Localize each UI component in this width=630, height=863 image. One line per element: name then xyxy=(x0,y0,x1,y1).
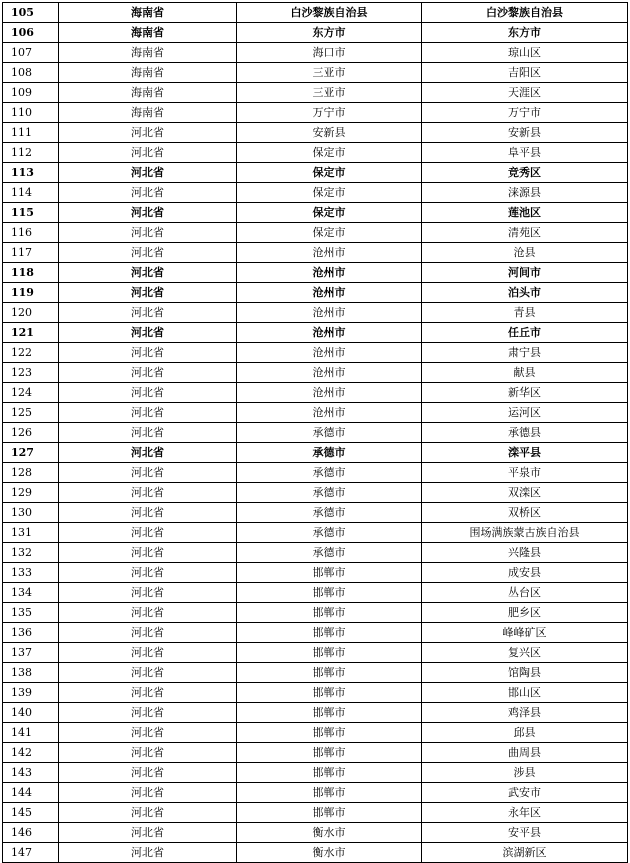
table-row xyxy=(3,123,628,143)
row-number: 105 xyxy=(3,3,59,23)
province-cell: 河北省 xyxy=(59,483,237,503)
row-number: 122 xyxy=(3,343,59,363)
city-cell: 沧州市 xyxy=(237,303,422,323)
city-cell: 邯郸市 xyxy=(237,703,422,723)
row-number: 133 xyxy=(3,563,59,583)
row-number: 125 xyxy=(3,403,59,423)
row-number: 114 xyxy=(3,183,59,203)
county-cell: 双滦区 xyxy=(422,483,628,503)
province-cell: 河北省 xyxy=(59,823,237,843)
county-cell: 永年区 xyxy=(422,803,628,823)
row-number: 126 xyxy=(3,423,59,443)
city-cell: 承德市 xyxy=(237,523,422,543)
city-cell: 沧州市 xyxy=(237,283,422,303)
row-number: 119 xyxy=(3,283,59,303)
city-cell: 衡水市 xyxy=(237,843,422,863)
row-number: 140 xyxy=(3,703,59,723)
table-row xyxy=(3,383,628,403)
county-cell: 双桥区 xyxy=(422,503,628,523)
table-row xyxy=(3,303,628,323)
city-cell: 保定市 xyxy=(237,183,422,203)
table-row xyxy=(3,823,628,843)
city-cell: 万宁市 xyxy=(237,103,422,123)
province-cell: 河北省 xyxy=(59,603,237,623)
table-row xyxy=(3,763,628,783)
row-number: 129 xyxy=(3,483,59,503)
row-number: 127 xyxy=(3,443,59,463)
table-row xyxy=(3,343,628,363)
county-cell: 清苑区 xyxy=(422,223,628,243)
table-row xyxy=(3,203,628,223)
city-cell: 邯郸市 xyxy=(237,583,422,603)
city-cell: 邯郸市 xyxy=(237,643,422,663)
table-row xyxy=(3,323,628,343)
row-number: 142 xyxy=(3,743,59,763)
county-cell: 运河区 xyxy=(422,403,628,423)
county-cell: 献县 xyxy=(422,363,628,383)
city-cell: 三亚市 xyxy=(237,63,422,83)
province-cell: 河北省 xyxy=(59,123,237,143)
county-cell: 曲周县 xyxy=(422,743,628,763)
table-row xyxy=(3,743,628,763)
table-row xyxy=(3,843,628,863)
table-row xyxy=(3,83,628,103)
province-cell: 河北省 xyxy=(59,643,237,663)
province-cell: 河北省 xyxy=(59,243,237,263)
city-cell: 保定市 xyxy=(237,203,422,223)
city-cell: 邯郸市 xyxy=(237,683,422,703)
city-cell: 海口市 xyxy=(237,43,422,63)
city-cell: 邯郸市 xyxy=(237,803,422,823)
city-cell: 邯郸市 xyxy=(237,783,422,803)
county-cell: 武安市 xyxy=(422,783,628,803)
province-cell: 河北省 xyxy=(59,263,237,283)
table-row xyxy=(3,23,628,43)
province-cell: 河北省 xyxy=(59,523,237,543)
county-cell: 吉阳区 xyxy=(422,63,628,83)
county-cell: 鸡泽县 xyxy=(422,703,628,723)
city-cell: 保定市 xyxy=(237,223,422,243)
table-row xyxy=(3,143,628,163)
county-cell: 围场满族蒙古族自治县 xyxy=(422,523,628,543)
table-row xyxy=(3,623,628,643)
city-cell: 邯郸市 xyxy=(237,563,422,583)
province-cell: 河北省 xyxy=(59,843,237,863)
province-cell: 河北省 xyxy=(59,323,237,343)
row-number: 139 xyxy=(3,683,59,703)
county-cell: 邯山区 xyxy=(422,683,628,703)
city-cell: 衡水市 xyxy=(237,823,422,843)
table-row xyxy=(3,243,628,263)
county-cell: 莲池区 xyxy=(422,203,628,223)
city-cell: 邯郸市 xyxy=(237,763,422,783)
province-cell: 河北省 xyxy=(59,203,237,223)
table-row xyxy=(3,703,628,723)
county-cell: 新华区 xyxy=(422,383,628,403)
province-cell: 河北省 xyxy=(59,463,237,483)
row-number: 121 xyxy=(3,323,59,343)
province-cell: 海南省 xyxy=(59,63,237,83)
province-cell: 河北省 xyxy=(59,803,237,823)
table-row xyxy=(3,463,628,483)
province-cell: 海南省 xyxy=(59,3,237,23)
city-cell: 承德市 xyxy=(237,463,422,483)
row-number: 143 xyxy=(3,763,59,783)
province-cell: 河北省 xyxy=(59,443,237,463)
county-cell: 河间市 xyxy=(422,263,628,283)
city-cell: 承德市 xyxy=(237,423,422,443)
province-cell: 海南省 xyxy=(59,103,237,123)
province-cell: 河北省 xyxy=(59,763,237,783)
row-number: 116 xyxy=(3,223,59,243)
city-cell: 东方市 xyxy=(237,23,422,43)
row-number: 131 xyxy=(3,523,59,543)
table-row xyxy=(3,103,628,123)
table-row xyxy=(3,783,628,803)
row-number: 146 xyxy=(3,823,59,843)
row-number: 138 xyxy=(3,663,59,683)
row-number: 145 xyxy=(3,803,59,823)
county-cell: 肥乡区 xyxy=(422,603,628,623)
city-cell: 沧州市 xyxy=(237,243,422,263)
province-cell: 河北省 xyxy=(59,383,237,403)
county-cell: 沧县 xyxy=(422,243,628,263)
row-number: 136 xyxy=(3,623,59,643)
county-cell: 滨湖新区 xyxy=(422,843,628,863)
table-row xyxy=(3,443,628,463)
row-number: 110 xyxy=(3,103,59,123)
province-cell: 河北省 xyxy=(59,223,237,243)
table-row xyxy=(3,723,628,743)
row-number: 132 xyxy=(3,543,59,563)
row-number: 108 xyxy=(3,63,59,83)
row-number: 120 xyxy=(3,303,59,323)
table-row xyxy=(3,503,628,523)
province-cell: 河北省 xyxy=(59,163,237,183)
county-cell: 青县 xyxy=(422,303,628,323)
table-body xyxy=(3,3,628,863)
table-row xyxy=(3,423,628,443)
city-cell: 承德市 xyxy=(237,443,422,463)
city-cell: 邯郸市 xyxy=(237,743,422,763)
province-cell: 海南省 xyxy=(59,43,237,63)
province-cell: 河北省 xyxy=(59,783,237,803)
region-table xyxy=(2,2,628,863)
county-cell: 成安县 xyxy=(422,563,628,583)
county-cell: 竞秀区 xyxy=(422,163,628,183)
county-cell: 涞源县 xyxy=(422,183,628,203)
table-row xyxy=(3,223,628,243)
row-number: 130 xyxy=(3,503,59,523)
county-cell: 安平县 xyxy=(422,823,628,843)
province-cell: 河北省 xyxy=(59,283,237,303)
table-row xyxy=(3,523,628,543)
table-row xyxy=(3,683,628,703)
row-number: 113 xyxy=(3,163,59,183)
table-row xyxy=(3,563,628,583)
province-cell: 河北省 xyxy=(59,143,237,163)
province-cell: 河北省 xyxy=(59,703,237,723)
table-row xyxy=(3,3,628,23)
city-cell: 沧州市 xyxy=(237,263,422,283)
row-number: 112 xyxy=(3,143,59,163)
table-row xyxy=(3,263,628,283)
county-cell: 琼山区 xyxy=(422,43,628,63)
table-row xyxy=(3,183,628,203)
province-cell: 河北省 xyxy=(59,403,237,423)
province-cell: 河北省 xyxy=(59,583,237,603)
row-number: 118 xyxy=(3,263,59,283)
province-cell: 河北省 xyxy=(59,723,237,743)
county-cell: 天涯区 xyxy=(422,83,628,103)
city-cell: 保定市 xyxy=(237,143,422,163)
city-cell: 沧州市 xyxy=(237,403,422,423)
table-row xyxy=(3,803,628,823)
row-number: 106 xyxy=(3,23,59,43)
county-cell: 邱县 xyxy=(422,723,628,743)
county-cell: 承德县 xyxy=(422,423,628,443)
row-number: 128 xyxy=(3,463,59,483)
county-cell: 东方市 xyxy=(422,23,628,43)
province-cell: 河北省 xyxy=(59,543,237,563)
province-cell: 河北省 xyxy=(59,663,237,683)
province-cell: 河北省 xyxy=(59,343,237,363)
city-cell: 邯郸市 xyxy=(237,663,422,683)
table-row xyxy=(3,663,628,683)
table-row xyxy=(3,483,628,503)
row-number: 117 xyxy=(3,243,59,263)
county-cell: 丛台区 xyxy=(422,583,628,603)
row-number: 147 xyxy=(3,843,59,863)
province-cell: 海南省 xyxy=(59,83,237,103)
county-cell: 泊头市 xyxy=(422,283,628,303)
city-cell: 三亚市 xyxy=(237,83,422,103)
row-number: 107 xyxy=(3,43,59,63)
row-number: 111 xyxy=(3,123,59,143)
row-number: 123 xyxy=(3,363,59,383)
city-cell: 白沙黎族自治县 xyxy=(237,3,422,23)
province-cell: 河北省 xyxy=(59,423,237,443)
city-cell: 保定市 xyxy=(237,163,422,183)
table-row xyxy=(3,583,628,603)
county-cell: 涉县 xyxy=(422,763,628,783)
province-cell: 河北省 xyxy=(59,683,237,703)
city-cell: 邯郸市 xyxy=(237,603,422,623)
table-row xyxy=(3,163,628,183)
row-number: 109 xyxy=(3,83,59,103)
table-row xyxy=(3,603,628,623)
table-row xyxy=(3,43,628,63)
row-number: 144 xyxy=(3,783,59,803)
province-cell: 河北省 xyxy=(59,623,237,643)
row-number: 141 xyxy=(3,723,59,743)
county-cell: 肃宁县 xyxy=(422,343,628,363)
county-cell: 任丘市 xyxy=(422,323,628,343)
province-cell: 河北省 xyxy=(59,743,237,763)
table-row xyxy=(3,283,628,303)
row-number: 134 xyxy=(3,583,59,603)
province-cell: 河北省 xyxy=(59,503,237,523)
city-cell: 邯郸市 xyxy=(237,623,422,643)
county-cell: 阜平县 xyxy=(422,143,628,163)
table-row xyxy=(3,543,628,563)
city-cell: 安新县 xyxy=(237,123,422,143)
city-cell: 承德市 xyxy=(237,503,422,523)
city-cell: 沧州市 xyxy=(237,323,422,343)
row-number: 137 xyxy=(3,643,59,663)
province-cell: 河北省 xyxy=(59,303,237,323)
province-cell: 河北省 xyxy=(59,183,237,203)
table-row xyxy=(3,643,628,663)
county-cell: 复兴区 xyxy=(422,643,628,663)
county-cell: 平泉市 xyxy=(422,463,628,483)
county-cell: 兴隆县 xyxy=(422,543,628,563)
table-row xyxy=(3,403,628,423)
city-cell: 沧州市 xyxy=(237,363,422,383)
county-cell: 安新县 xyxy=(422,123,628,143)
city-cell: 承德市 xyxy=(237,483,422,503)
row-number: 135 xyxy=(3,603,59,623)
city-cell: 邯郸市 xyxy=(237,723,422,743)
table-row xyxy=(3,363,628,383)
row-number: 124 xyxy=(3,383,59,403)
province-cell: 河北省 xyxy=(59,363,237,383)
county-cell: 滦平县 xyxy=(422,443,628,463)
province-cell: 河北省 xyxy=(59,563,237,583)
city-cell: 承德市 xyxy=(237,543,422,563)
county-cell: 馆陶县 xyxy=(422,663,628,683)
row-number: 115 xyxy=(3,203,59,223)
county-cell: 峰峰矿区 xyxy=(422,623,628,643)
county-cell: 白沙黎族自治县 xyxy=(422,3,628,23)
table-row xyxy=(3,63,628,83)
province-cell: 海南省 xyxy=(59,23,237,43)
city-cell: 沧州市 xyxy=(237,343,422,363)
city-cell: 沧州市 xyxy=(237,383,422,403)
county-cell: 万宁市 xyxy=(422,103,628,123)
